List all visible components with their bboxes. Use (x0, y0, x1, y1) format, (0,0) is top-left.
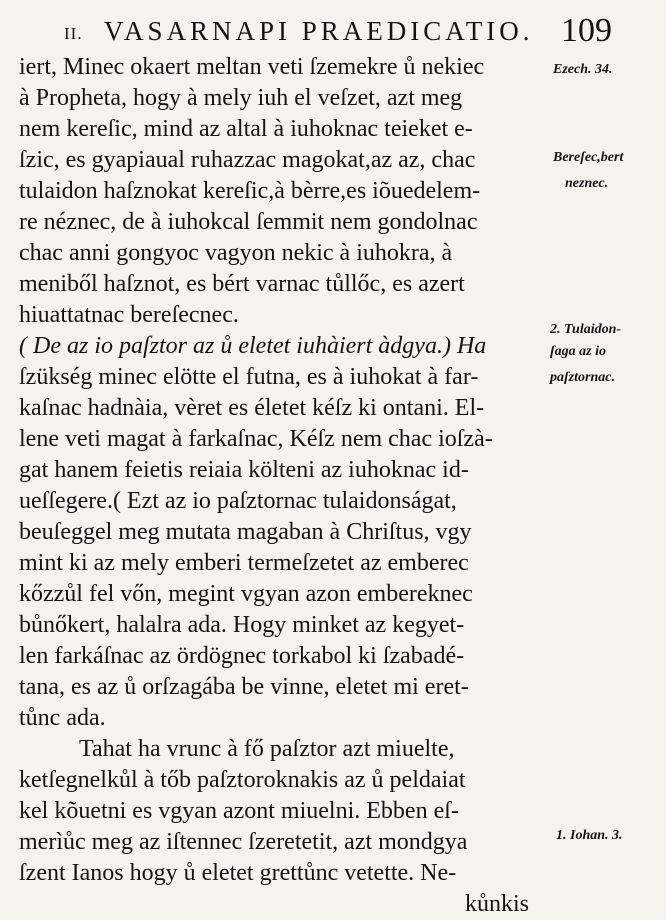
signature-mark: II. (64, 24, 83, 43)
text-line: gat hanem feietis reiaia költeni az iuhoknac id- (19, 457, 469, 483)
text-line: ſzic, es gyapiaual ruhazzac magokat,az az, chac (19, 147, 476, 173)
margin-note-pasztornac: paſztornac. (550, 370, 615, 385)
text-line: re néznec, de à iuhokcal ſemmit nem gondolnac (19, 209, 478, 235)
margin-note-saga: ſaga az io (550, 344, 606, 359)
text-line: merìůc meg az iſtennec ſzeretetit, azt mondgya (19, 829, 468, 855)
running-title: VASARNAPI PRAEDICATIO. (104, 16, 534, 46)
text-line: beuſeggel meg mutata magaban à Chriſtus, vgy (19, 519, 472, 545)
text-line: ueſſegere.( Ezt az io paſztornac tulaidonságat, (19, 488, 457, 514)
margin-note-ezech: Ezech. 34. (553, 62, 613, 77)
text-line: à Propheta, hogy à mely iuh el veſzet, azt meg (19, 85, 463, 111)
text-line: kaſnac hadnàia, vèret es életet kéſz ki ontani. El- (19, 395, 485, 421)
margin-note-tulaidon: 2. Tulaidon- (550, 322, 622, 337)
text-line: len farkáſnac az ördögnec torkabol ki ſzabadé- (19, 643, 465, 669)
margin-note-iohan: 1. Iohan. 3. (556, 828, 623, 843)
running-header (64, 14, 624, 50)
text-line: chac anni gongyoc vagyon nekic à iuhokra, à (19, 240, 453, 266)
catchword: kůnkis (465, 891, 530, 917)
margin-note-neznec: neznec. (565, 176, 609, 191)
margin-note-bereses: Bereſec,bert (553, 150, 624, 165)
text-line: kel kõuetni es vgyan azont miuelni. Ebben eſ- (19, 798, 459, 824)
text-line: meniből haſznot, es bért varnac tůllőc, es azert (19, 271, 465, 297)
text-line: mint ki az mely emberi termeſzetet az emberec (19, 550, 469, 576)
text-line: ketſegnelkůl à tőb paſztoroknakis az ů peldaiat (19, 767, 466, 793)
paragraph-start-line: Tahat ha vrunc à fő paſztor azt miuelte, (79, 736, 455, 762)
text-line: ſzent Ianos hogy ů eletet grettůnc vetette. Ne- (19, 860, 457, 886)
text-line: iert, Minec okaert meltan veti ſzemekre ů nekiec (19, 54, 485, 80)
text-line: lene veti magat à farkaſnac, Kéſz nem chac ioſzà- (19, 426, 493, 452)
text-line: bůnőkert, halalra ada. Hogy minket az kegyet- (19, 612, 465, 638)
page-number: 109 (561, 12, 612, 49)
text-line: hiuattatnac bereſecnec. (19, 302, 239, 328)
body-text (19, 52, 549, 920)
text-line: ſzükség minec elötte el futna, es à iuhokat à far- (19, 364, 479, 390)
text-line: nem kereſic, mind az altal à iuhoknac teieket e- (19, 116, 473, 142)
text-line-quote: ( De az io paſztor az ů eletet iuhàiert àdgya.) Ha (19, 333, 487, 359)
text-line: tulaidon haſznokat kereſic,à bèrre,es iõuedelem- (19, 178, 481, 204)
text-line: tůnc ada. (19, 705, 106, 731)
text-line: tana, es az ů orſzagába be vinne, eletet mi eret- (19, 674, 469, 700)
text-line: kőzzůl fel vőn, megint vgyan azon embereknec (19, 581, 473, 607)
